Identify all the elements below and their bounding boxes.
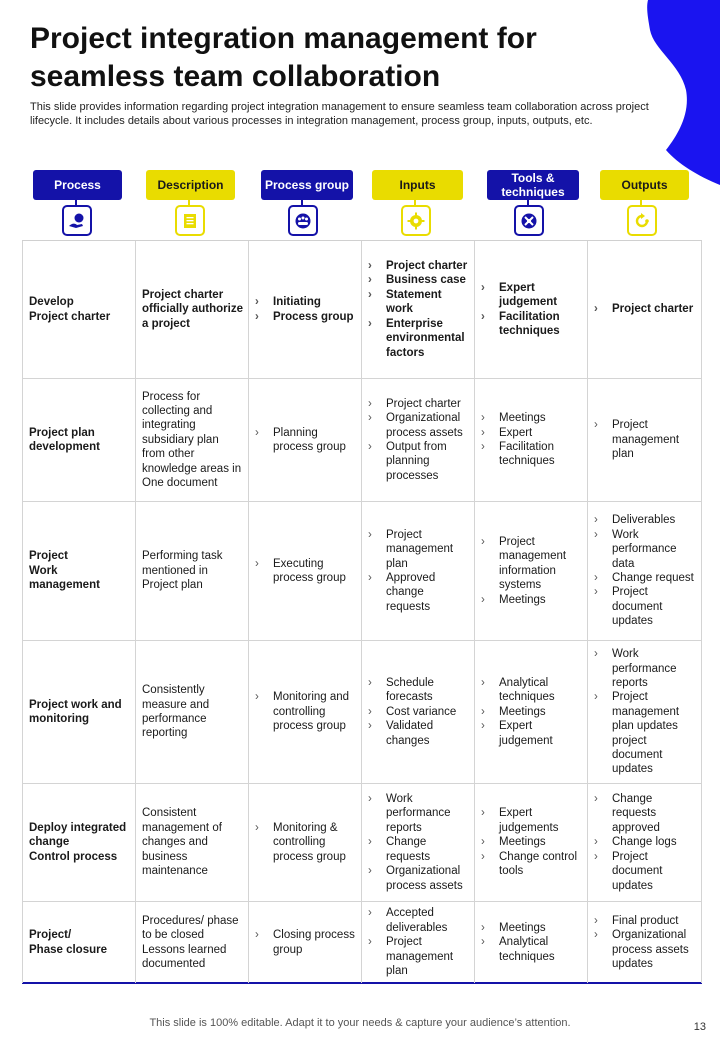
- inputs-cell: [361, 784, 474, 901]
- page-subtitle: This slide provides information regarding project integration management to ensure seamless team collaboration across project lifecycle. It includes details about various processes in integration management, process group, inputs, outputs, etc.: [30, 101, 649, 127]
- inputs-cell: [361, 241, 474, 378]
- header-process-group: [248, 168, 361, 240]
- description-cell: Process for collecting and integrating subsidiary plan from other knowledge areas in One document: [135, 379, 248, 501]
- header-tools: [474, 168, 587, 240]
- header-process: [22, 168, 135, 240]
- list-item: › Project document updates: [594, 585, 697, 628]
- header-label: Inputs: [372, 170, 463, 200]
- list-item: › Change requests: [368, 835, 470, 864]
- process-cell: Deploy integrated change Control process: [22, 784, 135, 901]
- list-item: › Organizational process assets updates: [594, 928, 697, 971]
- inputs-cell: [361, 641, 474, 783]
- list-item: › Project management plan updates project document updates: [594, 690, 697, 776]
- process-group-cell: [248, 502, 361, 640]
- table-row: [22, 641, 702, 784]
- list-item: › Facilitation techniques: [481, 310, 583, 339]
- list-item: › Executing process group: [255, 557, 357, 586]
- header-label: Process group: [261, 170, 353, 200]
- list-item: › Project management plan: [368, 528, 470, 571]
- list-item: › Project charter: [594, 302, 693, 316]
- list-item: › Project charter: [368, 259, 470, 273]
- list-item: › Project document updates: [594, 850, 697, 893]
- list-item: › Analytical techniques: [481, 676, 583, 705]
- list-item: › Change logs: [594, 835, 697, 849]
- list-item: › Accepted deliverables: [368, 906, 470, 935]
- team-gear-icon: [288, 205, 318, 236]
- list-item: › Business case: [368, 273, 470, 287]
- list-item: › Cost variance: [368, 705, 470, 719]
- table-row: [22, 902, 702, 983]
- list-item: › Project management plan: [594, 418, 697, 461]
- list-item: › Approved change requests: [368, 571, 470, 614]
- list-item: › Enterprise environmental factors: [368, 317, 470, 360]
- gear-icon: [401, 205, 431, 236]
- outputs-cell: [587, 902, 702, 983]
- outputs-cell: [587, 379, 702, 501]
- description-cell: Performing task mentioned in Project plan: [135, 502, 248, 640]
- list-item: › Meetings: [481, 411, 583, 425]
- list-item: › Expert judgement: [481, 719, 583, 748]
- header-label: Outputs: [600, 170, 689, 200]
- inputs-cell: [361, 502, 474, 640]
- process-cell: Project Work management: [22, 502, 135, 640]
- document-icon: [175, 205, 205, 236]
- table-row: [22, 241, 702, 379]
- process-cell: Develop Project charter: [22, 241, 135, 378]
- column-headers: [22, 168, 702, 240]
- list-item: › Schedule forecasts: [368, 676, 470, 705]
- footer-note: This slide is 100% editable. Adapt it to your needs & capture your audience’s attention.: [149, 1017, 571, 1029]
- process-group-cell: [248, 902, 361, 983]
- list-item: › Monitoring and controlling process group: [255, 690, 357, 733]
- list-item: › Project management plan: [368, 935, 470, 978]
- outputs-cell: [587, 502, 702, 640]
- tools-cell: [474, 902, 587, 983]
- list-item: › Output from planning processes: [368, 440, 470, 483]
- header-label: Tools & techniques: [487, 170, 579, 200]
- list-item: › Project charter: [368, 397, 470, 411]
- inputs-cell: [361, 379, 474, 501]
- description-cell: Project charter officially authorize a project: [135, 241, 248, 378]
- list-item: › Initiating: [255, 295, 354, 309]
- header-description: [135, 168, 248, 240]
- list-item: › Analytical techniques: [481, 935, 583, 964]
- list-item: › Change control tools: [481, 850, 583, 879]
- process-group-cell: [248, 379, 361, 501]
- outputs-cell: [587, 641, 702, 783]
- table-row: [22, 784, 702, 902]
- integration-table: [22, 240, 702, 984]
- list-item: › Final product: [594, 914, 697, 928]
- list-item: › Meetings: [481, 921, 583, 935]
- list-item: › Validated changes: [368, 719, 470, 748]
- list-item: › Work performance reports: [594, 647, 697, 690]
- list-item: › Closing process group: [255, 928, 357, 957]
- outputs-cell: [587, 241, 702, 378]
- list-item: › Meetings: [481, 705, 583, 719]
- header-label: Process: [33, 170, 122, 200]
- table-row: [22, 502, 702, 641]
- process-group-cell: [248, 641, 361, 783]
- header-outputs: [587, 168, 700, 240]
- list-item: › Expert judgements: [481, 806, 583, 835]
- list-item: › Organizational process assets: [368, 411, 470, 440]
- process-cell: Project/ Phase closure: [22, 902, 135, 983]
- list-item: › Process group: [255, 310, 354, 324]
- outputs-cell: [587, 784, 702, 901]
- list-item: › Project management information systems: [481, 535, 583, 593]
- process-group-cell: [248, 241, 361, 378]
- list-item: › Statement work: [368, 288, 470, 317]
- list-item: › Planning process group: [255, 426, 357, 455]
- list-item: › Deliverables: [594, 513, 697, 527]
- description-cell: Procedures/ phase to be closed Lessons learned documented: [135, 902, 248, 983]
- list-item: › Change requests approved: [594, 792, 697, 835]
- list-item: › Meetings: [481, 835, 583, 849]
- list-item: › Change request: [594, 571, 697, 585]
- tools-cell: [474, 641, 587, 783]
- tools-icon: [514, 205, 544, 236]
- table-row: [22, 379, 702, 502]
- list-item: › Organizational process assets: [368, 864, 470, 893]
- cycle-arrows-icon: [627, 205, 657, 236]
- list-item: › Expert judgement: [481, 281, 583, 310]
- list-item: › Meetings: [481, 593, 583, 607]
- hand-globe-icon: [62, 205, 92, 236]
- page-title: Project integration management for seamless team collaboration: [30, 22, 537, 93]
- description-cell: Consistently measure and performance reporting: [135, 641, 248, 783]
- list-item: › Monitoring & controlling process group: [255, 821, 357, 864]
- process-cell: Project work and monitoring: [22, 641, 135, 783]
- tools-cell: [474, 241, 587, 378]
- process-group-cell: [248, 784, 361, 901]
- list-item: › Facilitation techniques: [481, 440, 583, 469]
- header-label: Description: [146, 170, 235, 200]
- header-inputs: [361, 168, 474, 240]
- process-cell: Project plan development: [22, 379, 135, 501]
- tools-cell: [474, 379, 587, 501]
- tools-cell: [474, 784, 587, 901]
- page-number: 13: [693, 1021, 706, 1033]
- list-item: › Work performance reports: [368, 792, 470, 835]
- description-cell: Consistent management of changes and business maintenance: [135, 784, 248, 901]
- list-item: › Expert: [481, 426, 583, 440]
- list-item: › Work performance data: [594, 528, 697, 571]
- tools-cell: [474, 502, 587, 640]
- inputs-cell: [361, 902, 474, 983]
